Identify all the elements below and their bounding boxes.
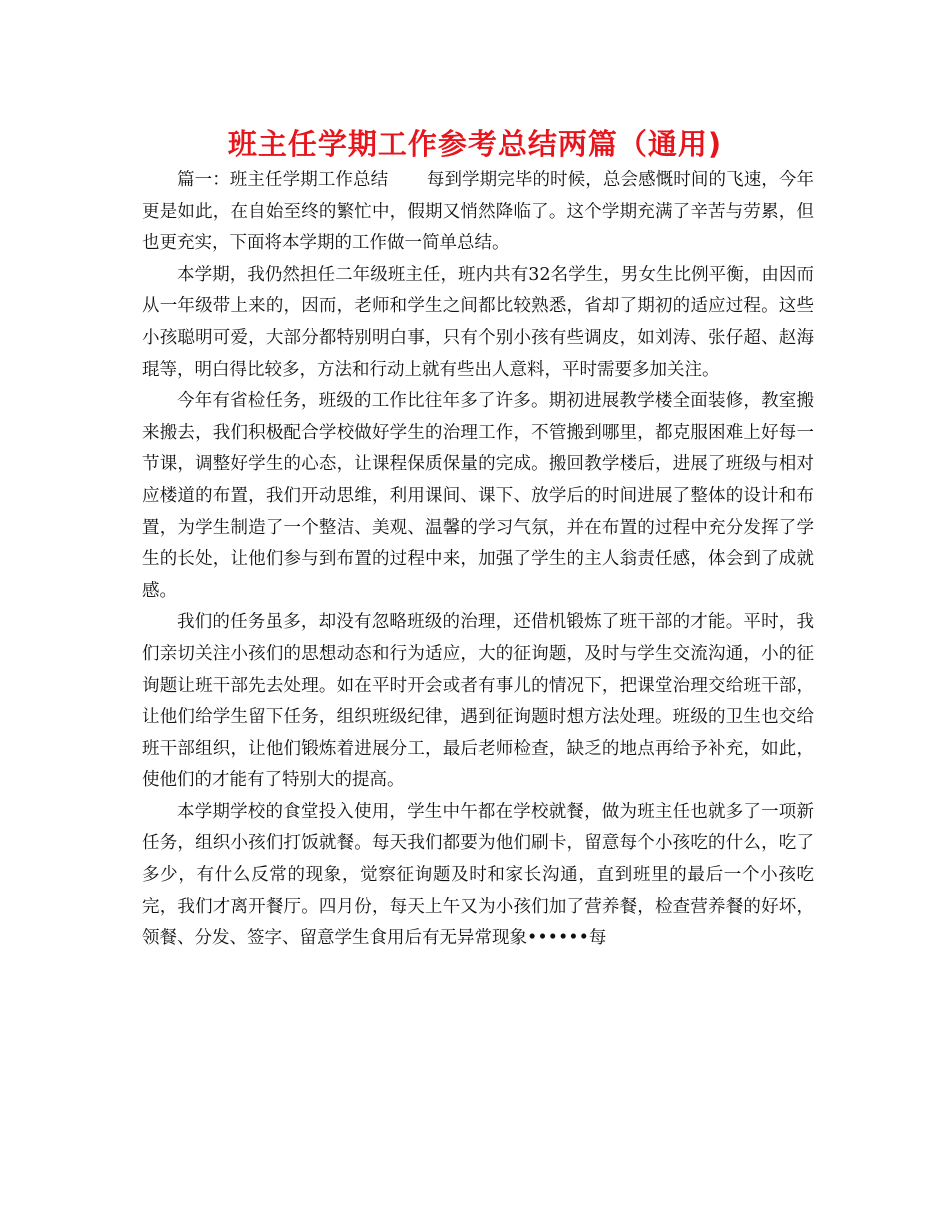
paragraph: 本学期，我仍然担任二年级班主任，班内共有32名学生，男女生比例平衡，由因而从一年级带上来的，因而，老师和学生之间都比较熟悉，省却了期初的适应过程。这些小孩聪明可爱，大部分都特别明白事，只有个别小孩有些调皮，如刘涛、张仔超、赵海琨等，明白得比较多，方法和行动上就有些出人意料，平时需要多加关注。 [142,264,814,380]
document-title: 班主任学期工作参考总结两篇（通用) [227,127,723,161]
document-body [142,165,814,955]
paragraph-intro [142,165,814,260]
paragraph: 我们的任务虽多，却没有忽略班级的治理，还借机锻炼了班干部的才能。平时，我们亲切关注小孩们的思想动态和行为适应，大的征询题，及时与学生交流沟通，小的征询题让班干部先去处理。如在平时开会或者有事儿的情况下，把课堂治理交给班干部，让他们给学生留下任务，组织班级纪律，遇到征询题时想方法处理。班级的卫生也交给班干部组织，让他们锻炼着进展分工，最后老师检查，缺乏的地点再给予补充，如此，使他们的才能有了特别大的提高。 [142,612,814,791]
paragraph: 今年有省检任务，班级的工作比往年多了许多。期初进展教学楼全面装修，教室搬来搬去，我们积极配合学校做好学生的治理工作，不管搬到哪里，都克服困难上好每一节课，调整好学生的心态，让课程保质保量的完成。搬回教学楼后，进展了班级与相对应楼道的布置，我们开动思维，利用课间、课下、放学后的时间进展了整体的设计和布置，为学生制造了一个整洁、美观、温馨的学习气氛，并在布置的过程中充分发挥了学生的长处，让他们参与到布置的过程中来，加强了学生的主人翁责任感，体会到了成就感。 [142,391,814,601]
intro-text: 每到学期完毕的时候，总会感慨时间的飞速，今年更是如此，在自始至终的繁忙中，假期又悄然降临了。这个学期充满了辛苦与劳累，但也更充实，下面将本学期的工作做一简单总结。 [142,170,814,254]
paragraph: 本学期学校的食堂投入使用，学生中午都在学校就餐，做为班主任也就多了一项新任务，组织小孩们打饭就餐。每天我们都要为他们刷卡，留意每个小孩吃的什么，吃了多少，有什么反常的现象，觉察征询题及时和家长沟通，直到班里的最后一个小孩吃完，我们才离开餐厅。四月份，每天上午又为小孩们加了营养餐，检查营养餐的好坏，领餐、分发、签字、留意学生食用后有无异常现象••••••每 [142,801,814,949]
intro-heading: 篇一：班主任学期工作总结 [177,170,389,190]
